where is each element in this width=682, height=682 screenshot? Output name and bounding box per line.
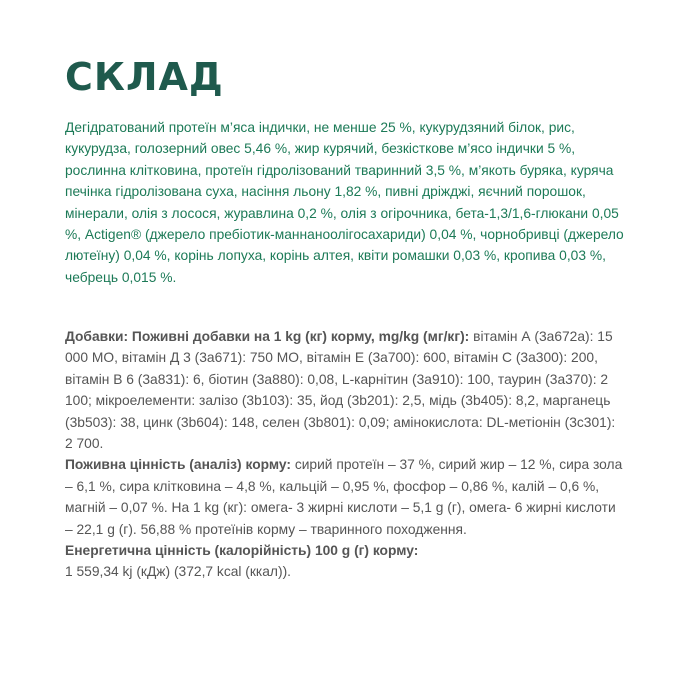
additives-label: Добавки: Поживні добавки на 1 kg (кг) корму, mg/kg (мг/кг): (65, 329, 470, 344)
energy-value-paragraph (65, 561, 625, 582)
ingredients-text: Дегідратований протеїн м’яса індички, не менше 25 %, кукурудзяний білок, рис, кукурудза, голозерний овес 5,46 %, жир курячий, безкісткове м’ясо індички 5 %, рослинна клітковина, протеїн гідролізований тваринний 3,5 %, м’якоть буряка, куряча печінка гідролізована суха, насіння льону 1,82 %, пивні дріжджі, яєчний порошок, мінерали, олія з лосося, журавлина 0,2 %, олія з огірочника, бета-1,3/1,6-глюкани 0,05 %, Actigen® (джерело пребіотик-маннаноолігосахариди) 0,04 %, чорнобривці (джерело лютеїну) 0,04 %, корінь лопуха, корінь алтея, квіти ромашки 0,03 %, кропива 0,03 %, чебрець 0,015 %. (65, 120, 624, 285)
page-title: СКЛАД (65, 55, 224, 99)
additives-text: вітамін А (3а672а): 15 000 МО, вітамін Д 3 (3а671): 750 МО, вітамін Е (3а700): 600, вітамін С (3а300): 200, вітамін В 6 (3а831): 6, біотин (3а880): 0,08, L-карнітин (3а910): 100, таурин (3а370): 2 100; мікроелементи: залізо (3b103): 35, йод (3b201): 2,5, мідь (3b405): 8,2, марганець (3b503): 38, цинк (3b604): 148, селен (3b801): 0,09; амінокислота: DL-метіонін (3c301): 2 700. (65, 329, 616, 452)
energy-paragraph (65, 540, 625, 561)
nutrition-paragraph (65, 454, 625, 540)
nutrition-text: сирий протеїн – 37 %, сирий жир – 12 %, сира зола – 6,1 %, сира клітковина – 4,8 %, кальцій – 0,95 %, фосфор – 0,86 %, калій – 0,6 %, магній – 0,07 %. На 1 kg (кг): омега- 3 жирні кислоти – 5,1 g (г), омега- 6 жирні кислоти – 22,1 g (г). 56,88 % протеїнів корму – тваринного походження. (65, 457, 623, 537)
energy-text: 1 559,34 kj (кДж) (372,7 kcal (ккал)). (65, 564, 292, 580)
additives-paragraph (65, 326, 625, 454)
energy-label: Енергетична цінність (калорійність) 100 g (г) корму: (65, 543, 419, 559)
details-section (65, 326, 625, 583)
nutrition-label: Поживна цінність (аналіз) корму: (65, 457, 291, 473)
